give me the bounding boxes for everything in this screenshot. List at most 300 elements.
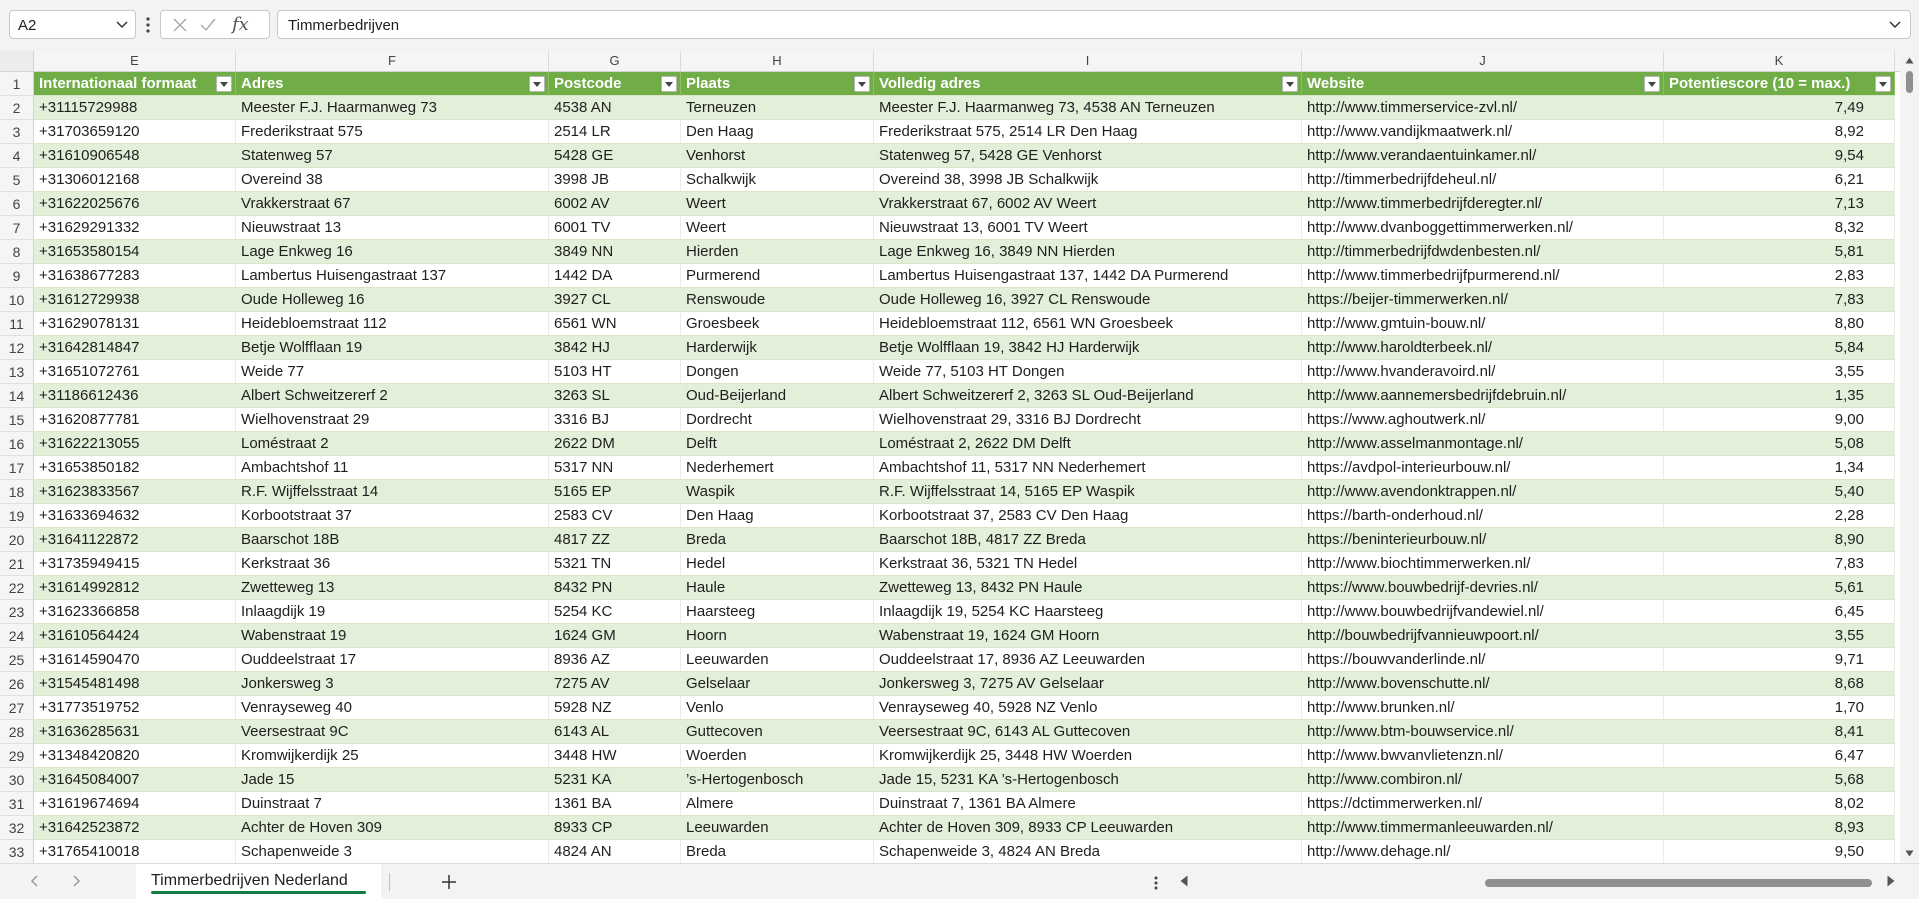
table-cell[interactable] (236, 456, 549, 480)
table-cell[interactable] (34, 720, 236, 744)
table-cell[interactable] (549, 120, 681, 144)
table-cell[interactable] (681, 120, 874, 144)
table-cell[interactable] (549, 336, 681, 360)
table-cell[interactable] (1664, 240, 1895, 264)
table-cell[interactable] (681, 96, 874, 120)
table-cell[interactable] (549, 288, 681, 312)
table-cell[interactable] (34, 792, 236, 816)
table-cell[interactable] (549, 624, 681, 648)
table-cell[interactable] (681, 840, 874, 863)
table-cell[interactable] (1664, 504, 1895, 528)
table-cell[interactable] (34, 144, 236, 168)
select-all-corner[interactable] (0, 51, 34, 71)
horizontal-scroll-thumb[interactable] (1485, 879, 1872, 887)
table-cell[interactable] (549, 264, 681, 288)
table-cell[interactable] (1302, 192, 1664, 216)
table-cell[interactable] (1302, 552, 1664, 576)
table-cell[interactable] (1664, 480, 1895, 504)
table-cell[interactable] (681, 456, 874, 480)
table-cell[interactable] (681, 600, 874, 624)
table-cell[interactable] (236, 312, 549, 336)
filter-dropdown-icon[interactable] (1282, 76, 1298, 92)
table-cell[interactable] (874, 840, 1302, 863)
table-cell[interactable] (1302, 168, 1664, 192)
table-cell[interactable] (1664, 528, 1895, 552)
table-cell[interactable] (874, 288, 1302, 312)
column-letter-i[interactable]: I (874, 51, 1302, 71)
table-cell[interactable] (681, 816, 874, 840)
header-cell[interactable] (681, 72, 874, 96)
chevron-down-icon[interactable] (115, 17, 129, 31)
table-cell[interactable] (34, 648, 236, 672)
table-cell[interactable] (1664, 576, 1895, 600)
table-cell[interactable] (34, 744, 236, 768)
table-cell[interactable] (1664, 120, 1895, 144)
column-letter-g[interactable]: G (549, 51, 681, 71)
table-cell[interactable] (874, 408, 1302, 432)
row-number[interactable]: 7 (0, 216, 34, 240)
table-cell[interactable] (549, 504, 681, 528)
table-cell[interactable] (34, 264, 236, 288)
table-cell[interactable] (236, 600, 549, 624)
row-number[interactable]: 6 (0, 192, 34, 216)
table-cell[interactable] (236, 264, 549, 288)
table-cell[interactable] (1302, 432, 1664, 456)
table-cell[interactable] (34, 576, 236, 600)
table-cell[interactable] (1664, 720, 1895, 744)
row-number[interactable]: 25 (0, 648, 34, 672)
more-vertical-icon[interactable] (145, 15, 151, 35)
table-cell[interactable] (874, 120, 1302, 144)
table-cell[interactable] (874, 312, 1302, 336)
table-cell[interactable] (1664, 360, 1895, 384)
column-letter-e[interactable]: E (34, 51, 236, 71)
table-cell[interactable] (874, 360, 1302, 384)
row-number[interactable]: 30 (0, 768, 34, 792)
filter-dropdown-icon[interactable] (854, 76, 870, 92)
table-cell[interactable] (1302, 696, 1664, 720)
table-cell[interactable] (236, 720, 549, 744)
table-cell[interactable] (1664, 744, 1895, 768)
table-cell[interactable] (874, 144, 1302, 168)
horizontal-scroll-track[interactable] (1200, 879, 1875, 887)
spreadsheet-grid[interactable] (0, 51, 1900, 863)
cancel-icon[interactable] (171, 16, 189, 34)
row-number[interactable]: 23 (0, 600, 34, 624)
table-cell[interactable] (1302, 672, 1664, 696)
table-cell[interactable] (681, 624, 874, 648)
table-cell[interactable] (874, 768, 1302, 792)
table-cell[interactable] (874, 720, 1302, 744)
filter-dropdown-icon[interactable] (216, 76, 232, 92)
table-cell[interactable] (549, 144, 681, 168)
table-cell[interactable] (874, 240, 1302, 264)
table-cell[interactable] (34, 432, 236, 456)
row-number[interactable]: 18 (0, 480, 34, 504)
table-cell[interactable] (34, 672, 236, 696)
row-number[interactable]: 21 (0, 552, 34, 576)
scroll-left-icon[interactable] (1180, 875, 1188, 887)
table-cell[interactable] (549, 600, 681, 624)
table-cell[interactable] (1664, 456, 1895, 480)
table-cell[interactable] (549, 672, 681, 696)
table-cell[interactable] (236, 840, 549, 863)
table-cell[interactable] (236, 696, 549, 720)
table-cell[interactable] (549, 408, 681, 432)
table-cell[interactable] (874, 576, 1302, 600)
table-cell[interactable] (874, 336, 1302, 360)
table-cell[interactable] (681, 696, 874, 720)
table-cell[interactable] (1302, 720, 1664, 744)
table-cell[interactable] (1302, 384, 1664, 408)
table-cell[interactable] (1302, 336, 1664, 360)
table-cell[interactable] (874, 504, 1302, 528)
table-cell[interactable] (874, 432, 1302, 456)
header-cell[interactable] (1302, 72, 1664, 96)
table-cell[interactable] (549, 816, 681, 840)
table-cell[interactable] (874, 672, 1302, 696)
row-number[interactable]: 17 (0, 456, 34, 480)
table-cell[interactable] (34, 504, 236, 528)
table-cell[interactable] (1302, 648, 1664, 672)
table-cell[interactable] (1664, 168, 1895, 192)
table-cell[interactable] (34, 216, 236, 240)
table-cell[interactable] (1664, 288, 1895, 312)
horizontal-scrollbar[interactable] (1180, 869, 1895, 895)
table-cell[interactable] (874, 264, 1302, 288)
table-cell[interactable] (236, 792, 549, 816)
table-cell[interactable] (236, 816, 549, 840)
row-number[interactable]: 26 (0, 672, 34, 696)
table-cell[interactable] (236, 336, 549, 360)
table-cell[interactable] (549, 240, 681, 264)
row-number[interactable]: 32 (0, 816, 34, 840)
table-cell[interactable] (1664, 648, 1895, 672)
name-box[interactable] (9, 10, 136, 39)
table-cell[interactable] (236, 480, 549, 504)
table-cell[interactable] (236, 192, 549, 216)
table-cell[interactable] (34, 192, 236, 216)
table-cell[interactable] (1664, 312, 1895, 336)
table-cell[interactable] (681, 264, 874, 288)
table-cell[interactable] (34, 600, 236, 624)
table-cell[interactable] (874, 456, 1302, 480)
table-cell[interactable] (681, 432, 874, 456)
table-cell[interactable] (1302, 144, 1664, 168)
row-number[interactable]: 2 (0, 96, 34, 120)
table-cell[interactable] (236, 216, 549, 240)
row-number[interactable]: 5 (0, 168, 34, 192)
vertical-scrollbar[interactable] (1900, 51, 1919, 863)
table-cell[interactable] (681, 192, 874, 216)
table-cell[interactable] (549, 720, 681, 744)
row-number[interactable]: 27 (0, 696, 34, 720)
table-cell[interactable] (681, 744, 874, 768)
table-cell[interactable] (1302, 528, 1664, 552)
table-cell[interactable] (1302, 792, 1664, 816)
column-letter-j[interactable]: J (1302, 51, 1664, 71)
table-cell[interactable] (34, 696, 236, 720)
table-cell[interactable] (34, 840, 236, 863)
table-cell[interactable] (34, 480, 236, 504)
table-cell[interactable] (549, 696, 681, 720)
insert-function-icon[interactable]: fx (232, 14, 249, 35)
table-cell[interactable] (236, 768, 549, 792)
table-cell[interactable] (236, 648, 549, 672)
table-cell[interactable] (1302, 408, 1664, 432)
table-cell[interactable] (34, 552, 236, 576)
header-cell[interactable] (34, 72, 236, 96)
table-cell[interactable] (236, 288, 549, 312)
table-cell[interactable] (236, 360, 549, 384)
row-number[interactable]: 28 (0, 720, 34, 744)
table-cell[interactable] (874, 192, 1302, 216)
table-cell[interactable] (1302, 96, 1664, 120)
table-cell[interactable] (34, 816, 236, 840)
table-cell[interactable] (1664, 216, 1895, 240)
table-cell[interactable] (1302, 240, 1664, 264)
header-cell[interactable] (874, 72, 1302, 96)
row-number[interactable]: 22 (0, 576, 34, 600)
table-cell[interactable] (874, 648, 1302, 672)
table-cell[interactable] (236, 552, 549, 576)
row-number[interactable]: 1 (0, 72, 34, 96)
table-cell[interactable] (236, 144, 549, 168)
filter-dropdown-icon[interactable] (1644, 76, 1660, 92)
table-cell[interactable] (236, 432, 549, 456)
table-cell[interactable] (549, 192, 681, 216)
table-cell[interactable] (549, 432, 681, 456)
table-cell[interactable] (1664, 144, 1895, 168)
header-cell[interactable] (236, 72, 549, 96)
row-number[interactable]: 20 (0, 528, 34, 552)
table-cell[interactable] (1664, 600, 1895, 624)
table-cell[interactable] (681, 240, 874, 264)
table-cell[interactable] (874, 816, 1302, 840)
table-cell[interactable] (874, 168, 1302, 192)
table-cell[interactable] (681, 792, 874, 816)
table-cell[interactable] (34, 336, 236, 360)
table-cell[interactable] (1664, 408, 1895, 432)
header-cell[interactable] (549, 72, 681, 96)
vertical-scroll-thumb[interactable] (1906, 71, 1913, 93)
header-cell[interactable] (1664, 72, 1895, 96)
table-cell[interactable] (1302, 744, 1664, 768)
table-cell[interactable] (549, 552, 681, 576)
row-number[interactable]: 10 (0, 288, 34, 312)
filter-dropdown-icon[interactable] (1875, 76, 1891, 92)
table-cell[interactable] (1302, 624, 1664, 648)
table-cell[interactable] (874, 552, 1302, 576)
table-cell[interactable] (681, 720, 874, 744)
table-cell[interactable] (34, 120, 236, 144)
filter-dropdown-icon[interactable] (661, 76, 677, 92)
table-cell[interactable] (34, 312, 236, 336)
row-number[interactable]: 33 (0, 840, 34, 863)
table-cell[interactable] (874, 696, 1302, 720)
table-cell[interactable] (549, 840, 681, 863)
table-cell[interactable] (236, 576, 549, 600)
table-cell[interactable] (681, 504, 874, 528)
table-cell[interactable] (1302, 312, 1664, 336)
table-cell[interactable] (549, 216, 681, 240)
table-cell[interactable] (34, 384, 236, 408)
table-cell[interactable] (549, 456, 681, 480)
table-cell[interactable] (34, 768, 236, 792)
table-cell[interactable] (549, 744, 681, 768)
table-cell[interactable] (549, 792, 681, 816)
table-cell[interactable] (236, 384, 549, 408)
table-cell[interactable] (236, 672, 549, 696)
table-cell[interactable] (549, 96, 681, 120)
table-cell[interactable] (681, 648, 874, 672)
table-cell[interactable] (34, 360, 236, 384)
table-cell[interactable] (681, 552, 874, 576)
table-cell[interactable] (1664, 192, 1895, 216)
table-cell[interactable] (1664, 624, 1895, 648)
table-cell[interactable] (874, 600, 1302, 624)
formula-input[interactable] (277, 10, 1911, 39)
table-cell[interactable] (236, 240, 549, 264)
table-cell[interactable] (1664, 840, 1895, 863)
table-cell[interactable] (34, 96, 236, 120)
table-cell[interactable] (681, 672, 874, 696)
table-cell[interactable] (681, 288, 874, 312)
table-cell[interactable] (681, 528, 874, 552)
table-cell[interactable] (681, 216, 874, 240)
row-number[interactable]: 29 (0, 744, 34, 768)
table-cell[interactable] (236, 96, 549, 120)
table-cell[interactable] (1302, 480, 1664, 504)
table-cell[interactable] (1664, 696, 1895, 720)
table-cell[interactable] (1664, 384, 1895, 408)
row-number[interactable]: 13 (0, 360, 34, 384)
chevron-left-icon[interactable] (28, 874, 42, 888)
table-cell[interactable] (1302, 216, 1664, 240)
table-cell[interactable] (236, 624, 549, 648)
table-cell[interactable] (681, 408, 874, 432)
table-cell[interactable] (1302, 264, 1664, 288)
table-cell[interactable] (874, 528, 1302, 552)
table-cell[interactable] (874, 480, 1302, 504)
table-cell[interactable] (549, 576, 681, 600)
table-cell[interactable] (549, 360, 681, 384)
table-cell[interactable] (34, 288, 236, 312)
table-cell[interactable] (681, 144, 874, 168)
table-cell[interactable] (549, 384, 681, 408)
column-letter-f[interactable]: F (236, 51, 549, 71)
table-cell[interactable] (236, 168, 549, 192)
scroll-up-icon[interactable] (1905, 57, 1914, 64)
table-cell[interactable] (1664, 432, 1895, 456)
add-sheet-icon[interactable] (440, 873, 458, 891)
table-cell[interactable] (1664, 792, 1895, 816)
row-number[interactable]: 31 (0, 792, 34, 816)
filter-dropdown-icon[interactable] (529, 76, 545, 92)
table-cell[interactable] (1302, 768, 1664, 792)
table-cell[interactable] (1302, 504, 1664, 528)
table-cell[interactable] (681, 168, 874, 192)
table-cell[interactable] (874, 216, 1302, 240)
table-cell[interactable] (236, 744, 549, 768)
table-cell[interactable] (681, 480, 874, 504)
row-number[interactable]: 16 (0, 432, 34, 456)
table-cell[interactable] (1302, 600, 1664, 624)
table-cell[interactable] (236, 504, 549, 528)
chevron-right-icon[interactable] (69, 874, 83, 888)
table-cell[interactable] (1302, 360, 1664, 384)
table-cell[interactable] (34, 240, 236, 264)
table-cell[interactable] (1664, 768, 1895, 792)
table-cell[interactable] (1664, 336, 1895, 360)
table-cell[interactable] (874, 744, 1302, 768)
table-cell[interactable] (1302, 576, 1664, 600)
row-number[interactable]: 19 (0, 504, 34, 528)
row-number[interactable]: 4 (0, 144, 34, 168)
row-number[interactable]: 12 (0, 336, 34, 360)
table-cell[interactable] (34, 528, 236, 552)
table-cell[interactable] (1302, 840, 1664, 863)
scroll-down-icon[interactable] (1905, 850, 1914, 857)
table-cell[interactable] (681, 384, 874, 408)
table-cell[interactable] (874, 624, 1302, 648)
row-number[interactable]: 15 (0, 408, 34, 432)
table-cell[interactable] (34, 168, 236, 192)
table-cell[interactable] (1302, 288, 1664, 312)
row-number[interactable]: 8 (0, 240, 34, 264)
table-cell[interactable] (34, 624, 236, 648)
row-number[interactable]: 14 (0, 384, 34, 408)
row-number[interactable]: 3 (0, 120, 34, 144)
check-icon[interactable] (199, 16, 217, 34)
table-cell[interactable] (236, 408, 549, 432)
table-cell[interactable] (681, 576, 874, 600)
sheet-tab-active[interactable] (136, 864, 381, 899)
table-cell[interactable] (34, 408, 236, 432)
table-cell[interactable] (549, 312, 681, 336)
table-cell[interactable] (681, 768, 874, 792)
table-cell[interactable] (549, 168, 681, 192)
expand-formula-icon[interactable] (1888, 17, 1902, 31)
table-cell[interactable] (681, 312, 874, 336)
table-cell[interactable] (1664, 264, 1895, 288)
table-cell[interactable] (1664, 816, 1895, 840)
table-cell[interactable] (549, 528, 681, 552)
column-letter-h[interactable]: H (681, 51, 874, 71)
table-cell[interactable] (1664, 552, 1895, 576)
table-cell[interactable] (549, 768, 681, 792)
table-cell[interactable] (681, 336, 874, 360)
more-vertical-icon[interactable] (1153, 875, 1159, 891)
table-cell[interactable] (549, 480, 681, 504)
table-cell[interactable] (1664, 672, 1895, 696)
table-cell[interactable] (236, 120, 549, 144)
scroll-right-icon[interactable] (1887, 875, 1895, 887)
column-letter-k[interactable]: K (1664, 51, 1895, 71)
row-number[interactable]: 9 (0, 264, 34, 288)
table-cell[interactable] (236, 528, 549, 552)
table-cell[interactable] (34, 456, 236, 480)
table-cell[interactable] (874, 384, 1302, 408)
row-number[interactable]: 11 (0, 312, 34, 336)
table-cell[interactable] (1302, 816, 1664, 840)
table-cell[interactable] (681, 360, 874, 384)
table-cell[interactable] (549, 648, 681, 672)
table-cell[interactable] (1302, 456, 1664, 480)
table-cell[interactable] (874, 792, 1302, 816)
table-cell[interactable] (1664, 96, 1895, 120)
row-number[interactable]: 24 (0, 624, 34, 648)
